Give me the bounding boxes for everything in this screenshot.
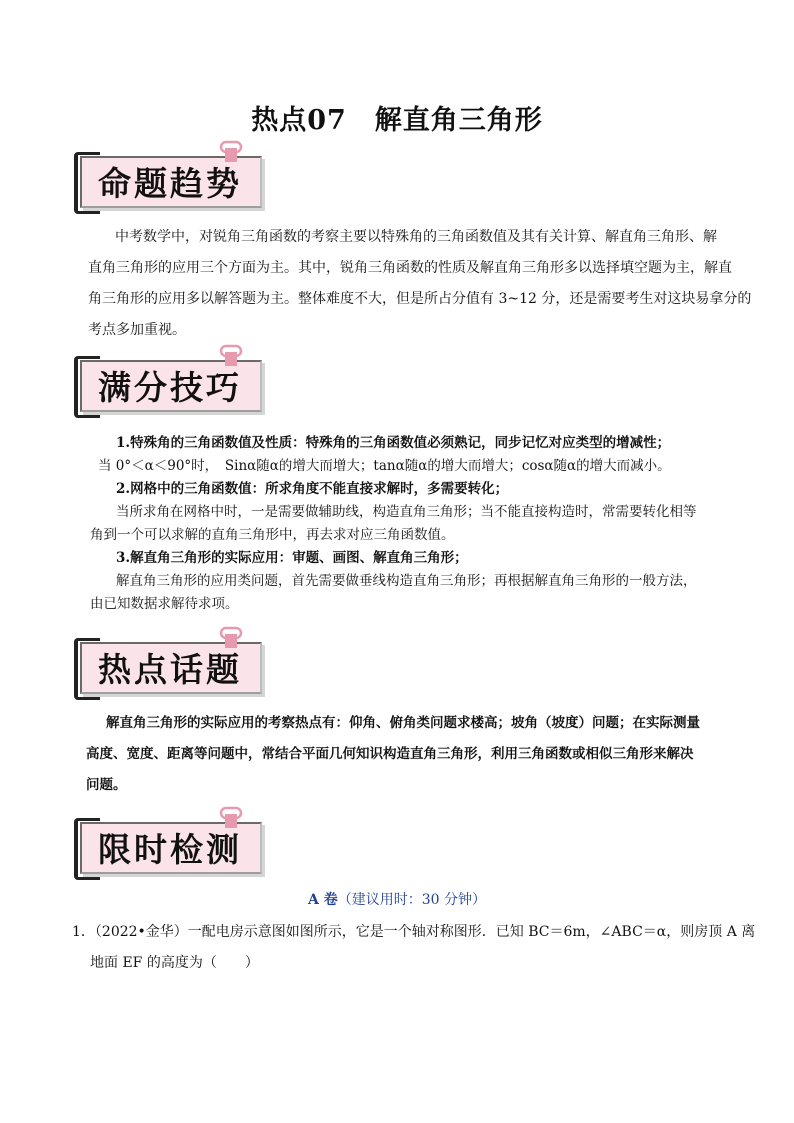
paper-clip-icon	[218, 626, 244, 650]
paragraph-line: 解直角三角形的实际应用的考察热点有：仰角、俯角类问题求楼高；坡角（坡度）问题；在实际测量	[106, 715, 700, 731]
question-1	[72, 917, 755, 979]
volume-note: （建议用时：30 分钟）	[337, 892, 486, 908]
paragraph-line: 高度、宽度、距离等问题中，常结合平面几何知识构造直角三角形，利用三角函数或相似三角形来解决	[86, 746, 694, 762]
skill-line: 角到一个可以求解的直角三角形中，再去求对应三角函数值。	[90, 527, 455, 543]
paper-clip-icon	[218, 344, 244, 368]
paragraph-line: 问题。	[86, 777, 127, 793]
paragraph-line: 考点多加重视。	[88, 322, 186, 338]
question-line: 地面 EF 的高度为（ ）	[90, 955, 259, 971]
paragraph-line: 角三角形的应用多以解答题为主。整体难度不大，但是所占分值有 3~12 分，还是需要考生对这块易拿分的	[88, 291, 752, 307]
skill-line: 当所求角在网格中时，一是需要做辅助线，构造直角三角形；当不能直接构造时，常需要转化相等	[116, 504, 697, 520]
section-banner-trend	[72, 148, 262, 210]
question-line: 1．（2022•金华）一配电房示意图如图所示，它是一个轴对称图形．已知 BC＝6m，∠ABC＝α，则房顶 A 离	[72, 924, 756, 940]
section-label: 热点话题	[98, 650, 242, 689]
skills-text	[90, 432, 697, 616]
page-title: 热点07 解直角三角形	[251, 105, 543, 136]
skill-heading: 3.解直角三角形的实际应用：审题、画图、解直角三角形；	[116, 550, 468, 566]
hot-text	[86, 708, 700, 801]
section-label: 限时检测	[98, 830, 242, 869]
section-banner-skills	[72, 352, 262, 414]
volume-heading	[0, 889, 794, 909]
trend-text	[88, 222, 751, 346]
section-banner-hot	[72, 634, 262, 696]
paragraph-line: 直角三角形的应用三个方面为主。其中，锐角三角函数的性质及解直角三角形多以选择填空题为主，解直	[88, 260, 732, 276]
section-banner-test	[72, 814, 262, 876]
paper-clip-icon	[218, 140, 244, 164]
paragraph-line: 中考数学中，对锐角三角函数的考察主要以特殊角的三角函数值及其有关计算、解直角三角形、解	[115, 229, 717, 245]
skill-heading: 1.特殊角的三角函数值及性质：特殊角的三角函数值必须熟记，同步记忆对应类型的增减性；	[116, 435, 671, 451]
paper-clip-icon	[218, 806, 244, 830]
skill-line: 解直角三角形的应用类问题，首先需要做垂线构造直角三角形；再根据解直角三角形的一般方法，	[116, 573, 697, 589]
skill-line: 当 0°＜α＜90°时， Sinα随α的增大而增大；tanα随α的增大而增大；cosα随α的增大而减小。	[98, 458, 671, 474]
skill-line: 由已知数据求解待求项。	[90, 596, 239, 612]
section-label: 命题趋势	[98, 164, 242, 203]
volume-title: A 卷	[307, 892, 338, 908]
skill-heading: 2.网格中的三角函数值：所求角度不能直接求解时，多需要转化；	[116, 481, 509, 497]
section-label: 满分技巧	[98, 368, 242, 407]
